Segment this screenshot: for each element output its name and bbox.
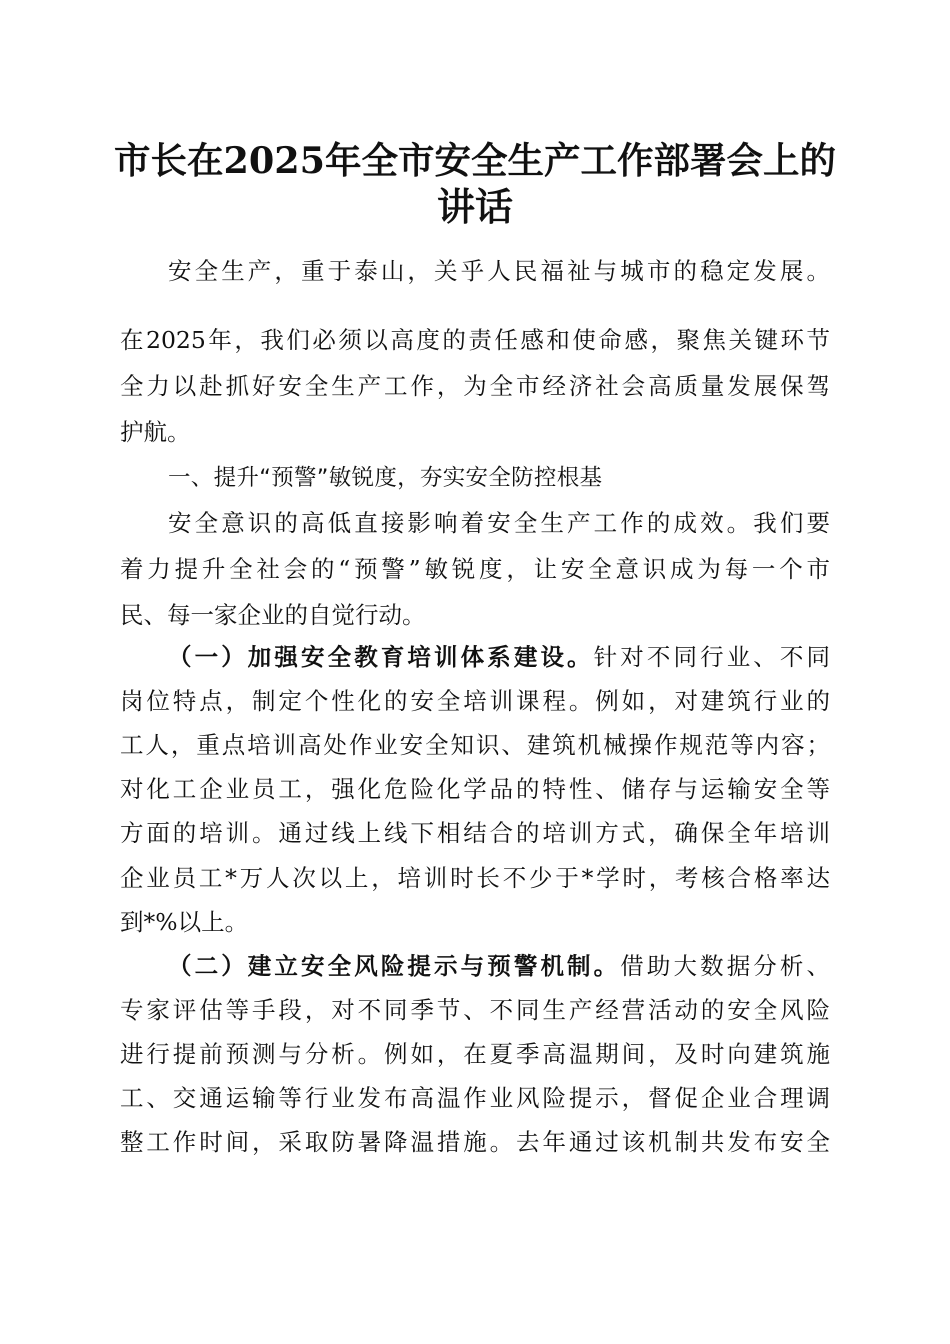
- item-2-line-5: 整工作时间，采取防暑降温措施。去年通过该机制共发布安全: [120, 1128, 830, 1156]
- item-2-line-4: 工、交通运输等行业发布高温作业风险提示，督促企业合理调: [120, 1084, 830, 1112]
- intro-line-2: 在2025年，我们必须以高度的责任感和使命感，聚焦关键环节: [120, 326, 830, 354]
- item-2-line-2: 专家评估等手段，对不同季节、不同生产经营活动的安全风险: [120, 996, 830, 1024]
- item-1-line-4: 对化工企业员工，强化危险化学品的特性、储存与运输安全等: [120, 775, 830, 803]
- item-1-line-7: 到*%以上。: [120, 908, 249, 936]
- section-1-para-line-3: 民、每一家企业的自觉行动。: [120, 601, 426, 629]
- item-2-lead: （二）建立安全风险提示与预警机制。: [168, 952, 621, 980]
- item-1-line-6: 企业员工*万人次以上，培训时长不少于*学时，考核合格率达: [120, 864, 830, 892]
- section-1-para-line-2: 着力提升全社会的“预警”敏锐度，让安全意识成为每一个市: [120, 555, 830, 583]
- intro-line-3: 全力以赴抓好安全生产工作，为全市经济社会高质量发展保驾: [120, 372, 830, 400]
- item-1-lead: （一）加强安全教育培训体系建设。: [168, 643, 594, 671]
- document-title-line-2: 讲话: [436, 184, 513, 229]
- item-1-line-2: 岗位特点，制定个性化的安全培训课程。例如，对建筑行业的: [120, 687, 830, 715]
- item-1-first-rest: 针对不同行业、不同: [593, 643, 831, 671]
- item-1-line-3: 工人，重点培训高处作业安全知识、建筑机械操作规范等内容；: [120, 731, 830, 759]
- item-2-first-line: [168, 943, 830, 989]
- item-2-first-rest: 借助大数据分析、: [620, 952, 831, 980]
- item-2-line-3: 进行提前预测与分析。例如，在夏季高温期间，及时向建筑施: [120, 1040, 830, 1068]
- item-1-first-line: [168, 634, 830, 680]
- document-title-line-1: 市长在2025年全市安全生产工作部署会上的: [113, 139, 837, 182]
- item-1-line-5: 方面的培训。通过线上线下相结合的培训方式，确保全年培训: [120, 819, 830, 847]
- intro-line-1: 安全生产，重于泰山，关乎人民福祉与城市的稳定发展。: [168, 257, 830, 285]
- section-1-para-line-1: 安全意识的高低直接影响着安全生产工作的成效。我们要: [168, 509, 830, 537]
- section-1-heading: 一、提升“预警”敏锐度，夯实安全防控根基: [168, 465, 603, 491]
- intro-line-4: 护航。: [120, 418, 191, 446]
